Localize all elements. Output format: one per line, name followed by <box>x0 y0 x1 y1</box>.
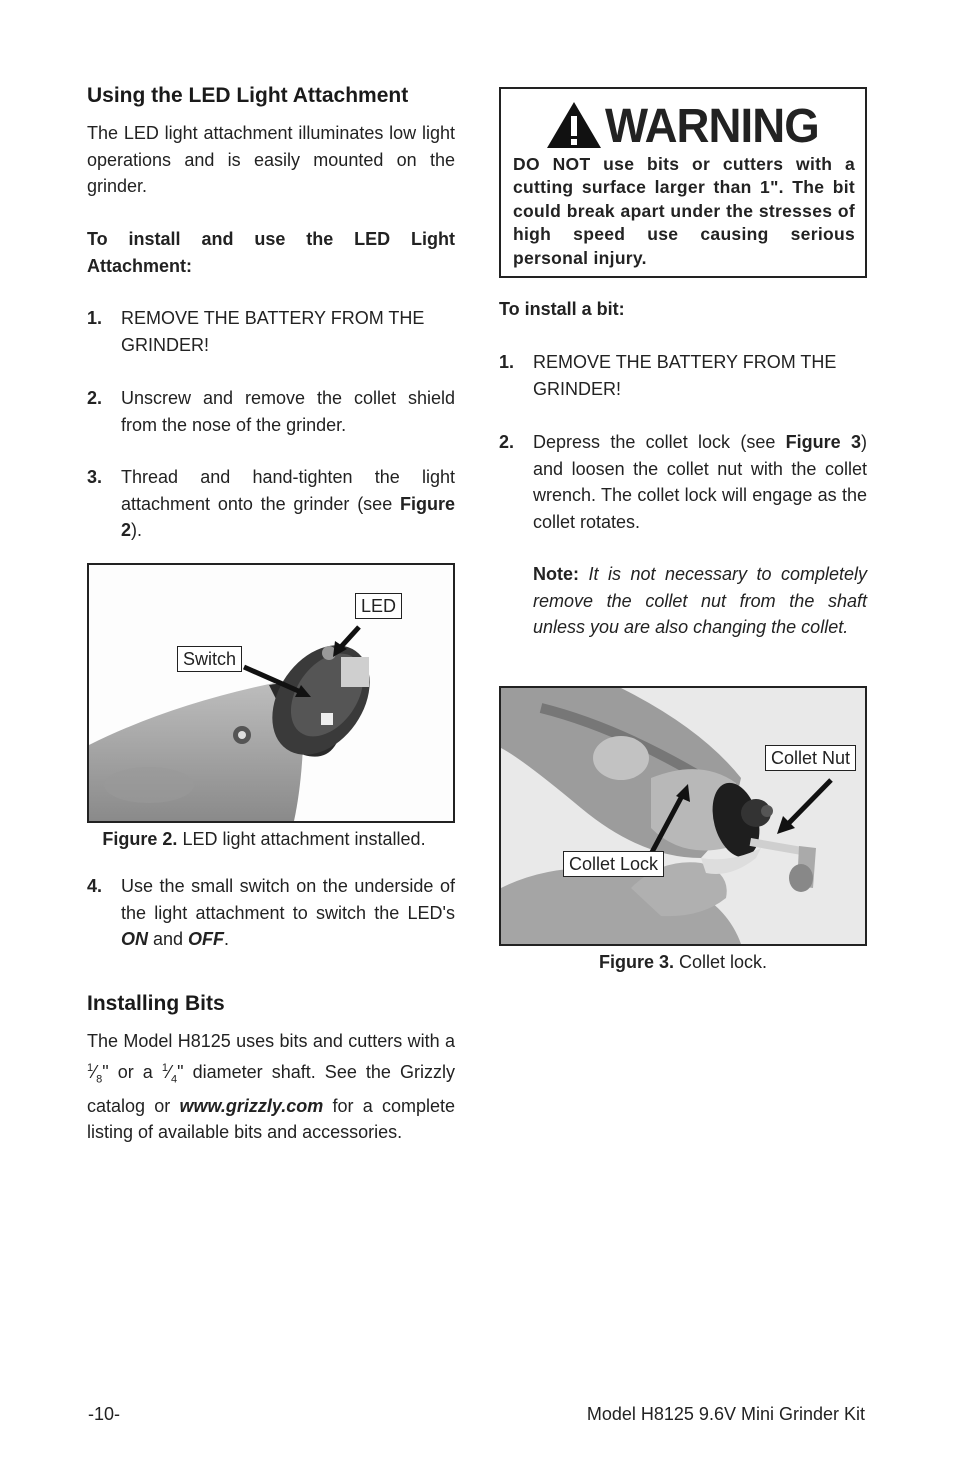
on-label: ON <box>121 929 148 949</box>
warning-box <box>499 87 867 278</box>
callout-switch: Switch <box>177 646 242 672</box>
grizzly-website-link[interactable]: www.grizzly.com <box>179 1095 324 1116</box>
figure-2-caption: Figure 2. LED light attachment installed. <box>102 829 426 849</box>
step-text: Unscrew and remove the collet shield from the nose of the grinder. <box>121 388 455 435</box>
section-heading-led: Using the LED Light Attachment <box>87 84 409 107</box>
callout-collet-nut: Collet Nut <box>765 745 856 771</box>
led-intro-paragraph: The LED light attachment illuminates low light operations and is easily mounted on the grinder. <box>87 123 455 196</box>
warning-text: DO NOT use bits or cutters with a cutting surface larger than 1". The bit could break apart under the stresses of high speed use causing serious personal injury. <box>513 154 855 268</box>
step-number: 1. <box>87 308 103 328</box>
warning-title: WARNING <box>605 100 819 153</box>
figure-reference: Figure 3 <box>785 432 861 452</box>
step-number: 1. <box>499 352 515 372</box>
step-number: 2. <box>87 388 103 408</box>
callout-collet-lock: Collet Lock <box>563 851 664 877</box>
callout-led: LED <box>355 593 402 619</box>
note-paragraph: Note: It is not necessary to completely remove the collet nut from the shaft unless you are also changing the collet. <box>533 564 867 637</box>
footer-model: Model H8125 9.6V Mini Grinder Kit <box>586 1404 865 1424</box>
led-install-heading: To install and use the LED Light Attachment: <box>87 229 455 276</box>
off-label: OFF <box>188 929 225 949</box>
step-number: 4. <box>87 876 103 896</box>
page-number: -10- <box>88 1404 121 1424</box>
step-number: 3. <box>87 467 103 487</box>
collet-lock-illustration <box>501 688 865 944</box>
step-text: Thread and hand-tighten the light attachment onto the grinder (see Figure 2). <box>121 467 455 540</box>
note-label: Note: <box>533 564 579 584</box>
step-text: REMOVE THE BATTERY FROM THE GRINDER! <box>533 352 837 399</box>
step-text: REMOVE THE BATTERY FROM THE GRINDER! <box>121 308 425 355</box>
step-number: 2. <box>499 432 515 452</box>
warning-triangle-icon <box>545 100 603 150</box>
install-bit-heading: To install a bit: <box>499 299 625 319</box>
bits-paragraph: The Model H8125 uses bits and cutters with a $^1⁄_8$" or a $^1⁄_4$" diameter shaft. See the Grizzly catalog or www.grizzly.com for a complete listing of available bits and accessories. <box>87 1031 455 1143</box>
figure-3-image <box>499 686 867 946</box>
figure-reference: Figure 2 <box>121 493 455 540</box>
section-heading-bits: Installing Bits <box>87 992 225 1015</box>
figure-3-caption: Figure 3. Collet lock. <box>598 952 768 972</box>
step-text: Depress the collet lock (see Figure 3) and loosen the collet nut with the collet wrench. The collet lock will engage as the collet rotates. <box>533 432 867 532</box>
step-text: Use the small switch on the underside of the light attachment to switch the LED's ON and OFF. <box>121 876 455 949</box>
